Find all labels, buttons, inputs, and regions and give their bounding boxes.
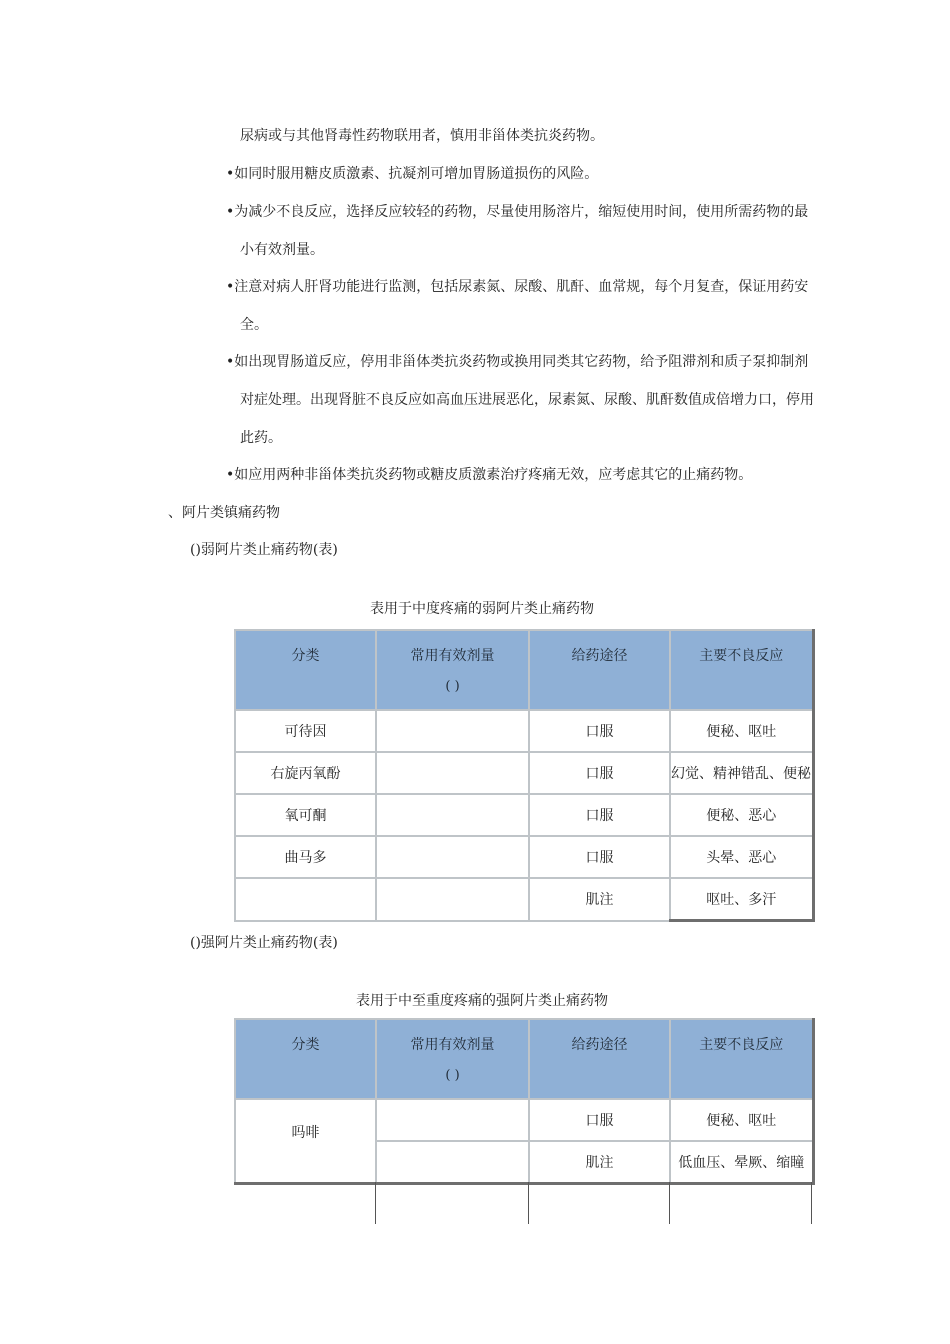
cell-route: 口服 [529, 752, 670, 794]
cell-drug: 右旋丙氧酚 [235, 752, 376, 794]
paragraph-line-4: 小有效剂量。 [240, 242, 324, 258]
paragraph-line-2: •如同时服用糖皮质激素、抗凝剂可增加胃肠道损伤的风险。 [226, 166, 599, 182]
cell-drug: 吗啡 [235, 1099, 376, 1184]
paragraph-line-10: •如应用两种非甾体类抗炎药物或糖皮质激素治疗疼痛无效，应考虑其它的止痛药物。 [226, 467, 753, 483]
paragraph-line-6: 全。 [240, 317, 268, 333]
paragraph-line-8: 对症处理。出现肾脏不良反应如高血压进展恶化，尿素氮、尿酸、肌酐数值成倍增力口，停用 [240, 392, 814, 408]
table-row [235, 794, 813, 836]
cell-dose [376, 794, 529, 836]
table-row [235, 836, 813, 878]
strong-opioid-table [234, 1018, 815, 1185]
cell-route: 口服 [529, 836, 670, 878]
table2-title: 表用于中至重度疼痛的强阿片类止痛药物 [356, 993, 608, 1009]
paragraph-line-5: •注意对病人肝肾功能进行监测，包括尿素氮、尿酸、肌酐、血常规，每个月复查，保证用药安 [226, 279, 809, 295]
table-continuation-line [375, 1182, 376, 1224]
cell-drug: 氧可酮 [235, 794, 376, 836]
section-heading: 、阿片类镇痛药物 [168, 505, 280, 521]
cell-side-effects: 呕吐、多汗 [670, 878, 813, 921]
header-route: 给药途径 [529, 1019, 670, 1099]
cell-drug: 可待因 [235, 710, 376, 752]
paragraph-line-1: 尿病或与其他肾毒性药物联用者，慎用非甾体类抗炎药物。 [240, 128, 604, 144]
cell-dose [376, 1099, 529, 1141]
table-row [235, 1099, 813, 1141]
cell-side-effects: 便秘、呕吐 [670, 1099, 813, 1141]
cell-side-effects: 低血压、晕厥、缩瞳 [670, 1141, 813, 1184]
table-header-row [235, 630, 813, 710]
table-row [235, 752, 813, 794]
cell-dose [376, 752, 529, 794]
header-route: 给药途径 [529, 630, 670, 710]
cell-side-effects: 幻觉、精神错乱、便秘 [670, 752, 813, 794]
table-continuation-line [811, 1182, 812, 1224]
subsection-strong-opioids: ()强阿片类止痛药物(表) [190, 935, 338, 951]
cell-route: 肌注 [529, 878, 670, 921]
cell-side-effects: 便秘、恶心 [670, 794, 813, 836]
weak-opioid-table [234, 629, 815, 922]
cell-route: 口服 [529, 794, 670, 836]
cell-route: 肌注 [529, 1141, 670, 1184]
cell-drug: 曲马多 [235, 836, 376, 878]
cell-drug [235, 878, 376, 921]
cell-dose [376, 710, 529, 752]
cell-dose [376, 1141, 529, 1184]
cell-route: 口服 [529, 710, 670, 752]
cell-route: 口服 [529, 1099, 670, 1141]
paragraph-line-3: •为减少不良反应，选择反应较轻的药物，尽量使用肠溶片，缩短使用时间，使用所需药物的最 [226, 204, 809, 220]
cell-side-effects: 头晕、恶心 [670, 836, 813, 878]
table1-title: 表用于中度疼痛的弱阿片类止痛药物 [370, 601, 594, 617]
table-row [235, 878, 813, 921]
header-category: 分类 [235, 1019, 376, 1099]
table-continuation-line [528, 1182, 529, 1224]
header-category: 分类 [235, 630, 376, 710]
header-side-effects: 主要不良反应 [670, 1019, 813, 1099]
header-dose: 常用有效剂量 ( ) [376, 1019, 529, 1099]
table-header-row [235, 1019, 813, 1099]
cell-side-effects: 便秘、呕吐 [670, 710, 813, 752]
table-row [235, 710, 813, 752]
header-dose: 常用有效剂量 ( ) [376, 630, 529, 710]
paragraph-line-7: •如出现胃肠道反应，停用非甾体类抗炎药物或换用同类其它药物，给予阻滞剂和质子泵抑制剂 [226, 354, 809, 370]
paragraph-line-9: 此药。 [240, 430, 282, 446]
subsection-weak-opioids: ()弱阿片类止痛药物(表) [190, 542, 338, 558]
cell-dose [376, 878, 529, 921]
header-side-effects: 主要不良反应 [670, 630, 813, 710]
table-continuation-line [669, 1182, 670, 1224]
cell-dose [376, 836, 529, 878]
